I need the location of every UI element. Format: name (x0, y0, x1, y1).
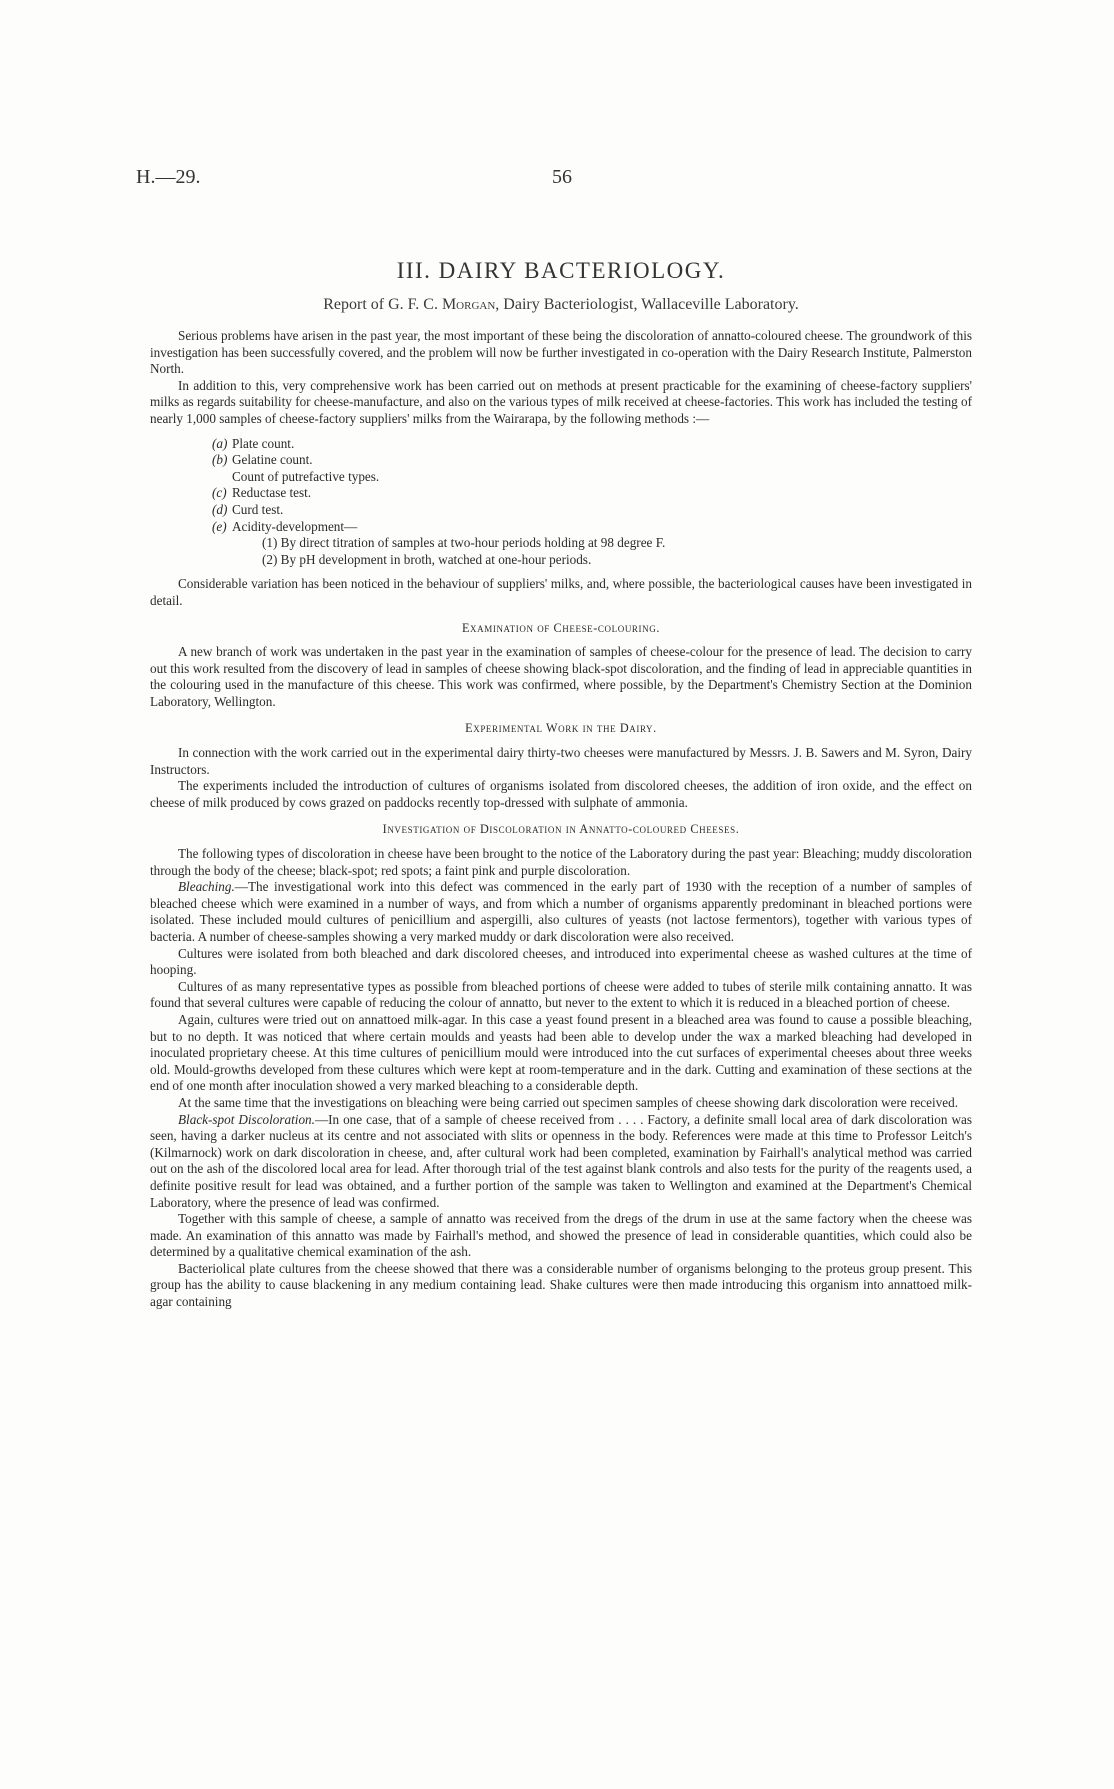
report-byline (150, 296, 972, 314)
section3-paragraph-black-spot: Black-spot Discoloration.—In one case, that of a sample of cheese received from . . . . Factory, a definite small local area of dark discoloration was seen, having a darker nucleus at its centre and not associated with slits or openness in the body. References were made at this time to Professor Leitch's (Kilmarnock) work on dark discoloration in cheese, and, after cultural work had been completed, examination by Fairhall's analytical method was carried out on the ash of the discolored local area for lead. After thorough trial of the test against blank controls and also tests for the purity of the reagents used, a definite positive result for lead was obtained, and a further portion of the sample was taken to Wellington and examined at the Department's Chemical Laboratory, where the presence of lead was confirmed. (150, 1111, 972, 1210)
intro-paragraph-1: Serious problems have arisen in the past year, the most important of these being the discoloration of annatto-coloured cheese. The groundwork of this investigation has been successfully covered, and the problem will now be further investigated in co-operation with the Dairy Research Institute, Palmerston North. (150, 328, 972, 377)
byline-suffix: , Dairy Bacteriologist, Wallaceville Laboratory. (495, 296, 799, 313)
section-heading-cheese-colouring: Examination of Cheese-colouring. (462, 620, 660, 635)
section3-paragraph-8: Together with this sample of cheese, a sample of annatto was received from the dregs of the drum in use at the same factory when the cheese was made. An examination of this annatto was made by Fairhall's method, and showed the presence of lead in considerable quantities, which could also be determined by a qualitative chemical examination of the ash. (150, 1211, 972, 1260)
byline-prefix: Report of G. F. C. (323, 296, 442, 313)
method-item: (e) Acidity-development— (212, 518, 358, 534)
section3-paragraph-bleaching: Bleaching.—The investigational work into this defect was commenced in the early part of 1930 with the reception of a number of samples of bleached cheese which were examined in a number of ways, and from which a number of organisms apparently predominant in bleached portions were isolated. These included mould cultures of penicillium and aspergilli, also cultures of yeasts (not lactose fermentors), together with various types of bacteria. A number of cheese-samples showing a very marked muddy or dark discoloration were also received. (150, 879, 972, 944)
section1-paragraph-1: A new branch of work was undertaken in the past year in the examination of samples of cheese-colour for the presence of lead. The decision to carry out this work resulted from the discovery of lead in samples of cheese showing black-spot discoloration, and the finding of lead in appreciable quantities in the colouring used in the manufacture of this cheese. This work was confirmed, where possible, by the Department's Chemistry Section at the Dominion Laboratory, Wellington. (150, 644, 972, 709)
section3-paragraph-9: Bacteriolical plate cultures from the cheese showed that there was a considerable number of organisms belonging to the proteus group present. This group has the ability to cause blackening in any medium containing lead. Shake cultures were then made introducing this organism into annattoed milk-agar containing (150, 1260, 972, 1310)
section-heading-discoloration: Investigation of Discoloration in Annatto-coloured Cheeses. (382, 822, 740, 837)
black-spot-lead: Black-spot Discoloration. (178, 1111, 315, 1127)
document-reference: H.—29. (136, 166, 201, 188)
method-subitem: (2) By pH development in broth, watched at one-hour periods. (262, 551, 592, 567)
author-name: Morgan (441, 296, 496, 313)
intro-paragraph-2: In addition to this, very comprehensive work has been carried out on methods at present practicable for the examining of cheese-factory suppliers' milks as regards suitability for cheese-manufacture, and also on the various types of milk received at cheese-factories. This work has included the testing of nearly 1,000 samples of cheese-factory suppliers' milks from the Wairarapa, by the following methods :— (150, 377, 972, 426)
method-item: Count of putrefactive types. (232, 468, 380, 484)
method-item: (c) Reductase test. (212, 485, 312, 501)
report-body (150, 328, 972, 1311)
method-item: (a) Plate count. (212, 435, 295, 451)
section3-paragraph-1: The following types of discoloration in cheese have been brought to the notice of the Laboratory during the past year: Bleaching; muddy discoloration through the body of the cheese; black-spot; red spots; a faint pink and purple discoloration. (150, 846, 972, 878)
page-title: III. DAIRY BACTERIOLOGY. (396, 258, 726, 283)
section3-paragraph-6: At the same time that the investigations on bleaching were being carried out specimen samples of cheese showing dark discoloration were received. (178, 1094, 959, 1110)
section3-paragraph-5: Again, cultures were tried out on annattoed milk-agar. In this case a yeast found present in a bleached area was found to cause a possible bleaching, but to no depth. It was noticed that where certain moulds and yeasts had been able to develop under the wax a marked bleaching had developed in inoculated proprietary cheese. At this time cultures of penicillium mould were introduced into the cut surfaces of experimental cheeses about three weeks old. Mould-growths developed from these cultures which were kept at room-temperature and in the dark. Cutting and examination of these sections at the end of one month after inoculation showed a very marked bleaching to a considerable depth. (150, 1011, 972, 1094)
section2-paragraph-2: The experiments included the introduction of cultures of organisms isolated from discolored cheeses, the addition of iron oxide, and the effect on cheese of milk produced by cows grazed on paddocks recently top-dressed with sulphate of ammonia. (150, 778, 972, 810)
method-item: (d) Curd test. (212, 501, 284, 517)
section-heading-experimental-work: Experimental Work in the Dairy. (465, 721, 657, 736)
section3-paragraph-4: Cultures of as many representative types as possible from bleached portions of cheese were added to tubes of sterile milk containing annatto. It was found that several cultures were capable of reducing the colour of annatto, but never to the extent to which it is reduced in a bleached portion of cheese. (150, 978, 972, 1011)
after-methods-paragraph: Considerable variation has been noticed in the behaviour of suppliers' milks, and, where possible, the bacteriological causes have been investigated in detail. (150, 576, 972, 608)
method-subitem: (1) By direct titration of samples at two-hour periods holding at 98 degree F. (262, 535, 666, 551)
section3-paragraph-3: Cultures were isolated from both bleached and dark discolored cheeses, and introduced into experimental cheese as washed cultures at the time of hooping. (150, 945, 972, 978)
page-number: 56 (552, 166, 572, 188)
methods-list (150, 436, 972, 569)
bleaching-lead: Bleaching. (178, 879, 235, 895)
section2-paragraph-1: In connection with the work carried out in the experimental dairy thirty-two cheeses were manufactured by Messrs. J. B. Sawers and M. Syron, Dairy Instructors. (150, 745, 972, 777)
method-item: (b) Gelatine count. (212, 452, 313, 468)
